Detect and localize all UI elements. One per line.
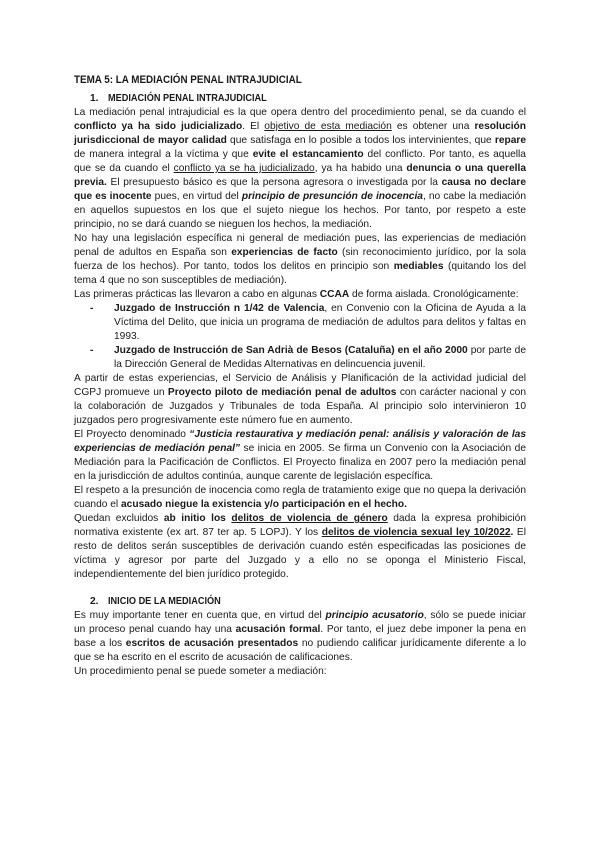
- text-run: El presupuesto básico es que la persona agresora o investigada por la: [106, 177, 442, 188]
- text-run: evite el estancamiento: [252, 149, 364, 160]
- text-run: pues, en virtud del: [151, 191, 242, 202]
- text-run: , ya ha habido una: [314, 163, 407, 174]
- text-run: delitos de violencia de género: [231, 513, 388, 524]
- text-run: (sin reconocimiento jurídico, por la sola fuerza de los hechos). Por tanto, todos los delitos en principio son: [74, 247, 527, 272]
- spacer: [74, 582, 526, 596]
- text-run: La mediación penal intrajudicial es la que opera dentro del procedimiento penal, se da cuando el: [74, 107, 526, 118]
- text-run: . Por tanto, el juez debe imponer la pena en base a los: [74, 624, 526, 649]
- text-run: A partir de estas experiencias, el Servicio de Análisis y Planificación de la actividad judicial del CGPJ promueve un: [74, 373, 526, 398]
- text-run: principio acusatorio: [325, 610, 424, 621]
- section-2-number: 2.: [90, 596, 99, 607]
- section-1-title: MEDIACIÓN PENAL INTRAJUDICIAL: [108, 93, 267, 104]
- text-run: objetivo de esta mediación: [264, 121, 392, 132]
- document-title: TEMA 5: LA MEDIACIÓN PENAL INTRAJUDICIAL: [74, 74, 302, 86]
- section-1-number: 1.: [90, 93, 99, 104]
- text-run: conflicto ya se ha judicializado: [173, 163, 315, 174]
- text-run: “Justicia restaurativa y mediación penal: análisis y valoración de las experiencias de mediación penal”: [74, 429, 526, 454]
- paragraph: [74, 288, 526, 302]
- text-run: Un procedimiento penal se puede someter a mediación:: [74, 666, 327, 677]
- text-run: causa no declare que es inocente: [74, 177, 526, 202]
- text-run: No hay una legislación específica ni general de mediación pues, las experiencias de mediación penal de adultos en España son: [74, 233, 526, 258]
- text-run: , sólo se puede iniciar un proceso penal cuando hay una: [74, 610, 526, 635]
- list-item-text: [114, 303, 526, 342]
- text-run: denuncia o una querella previa.: [74, 163, 527, 188]
- text-run: de manera integral a la víctima y que: [74, 149, 253, 160]
- text-run: principio de presunción de inocencia: [241, 191, 423, 202]
- chronology-list: [74, 302, 526, 372]
- text-run: Proyecto piloto de mediación penal de adultos: [167, 387, 397, 398]
- list-item: [90, 344, 526, 372]
- text-run: Quedan excluidos: [74, 513, 164, 524]
- list-item: [90, 302, 526, 344]
- paragraph: [74, 232, 526, 288]
- paragraph: [74, 512, 526, 582]
- text-run: es obtener una: [391, 121, 475, 132]
- text-run: El resto de delitos serán susceptibles de derivación cuando estén especificadas las posiciones de víctima y agresor por parte del Juzgado y a ello no se oponga el Ministerio Fiscal, independientemente del bien jurídico protegido.: [74, 527, 526, 580]
- document-content: [74, 74, 526, 679]
- text-run: delitos de violencia sexual ley 10/2022: [321, 527, 511, 538]
- text-run: por parte de la Dirección General de Medidas Alternativas en delincuencia juvenil.: [114, 345, 526, 370]
- text-run: no pudiendo calificar jurídicamente diferente a lo que se ha escrito en el escrito de acusación de calificaciones.: [74, 638, 526, 663]
- text-run: Juzgado de Instrucción de San Adrià de Besos (Cataluña) en el año 2000: [114, 345, 468, 356]
- dash-bullet: -: [90, 303, 94, 314]
- text-run: mediables: [393, 261, 444, 272]
- text-run: de forma aislada. Cronológicamente:: [349, 289, 519, 300]
- text-run: , no cabe la mediación en aquellos supuestos en los que el sujeto niegue los hechos. Por tanto, por respeto a este principio, no se dará cuando se nieguen los hechos, la mediación.: [74, 191, 526, 230]
- paragraph: [74, 665, 526, 679]
- text-run: dada la expresa prohibición normativa existente (ex art. 87 ter ap. 5 LOPJ). Y los: [74, 513, 526, 538]
- section-1-heading: [74, 93, 526, 104]
- text-run: . El: [242, 121, 265, 132]
- text-run: El Proyecto denominado: [74, 429, 190, 440]
- text-run: .: [510, 527, 514, 538]
- text-run: acusación formal: [235, 624, 321, 635]
- text-run: acusado niegue la existencia y/o participación en el hecho.: [121, 499, 407, 510]
- paragraph: [74, 106, 526, 232]
- text-run: escritos de acusación presentados: [125, 638, 299, 649]
- dash-bullet: -: [90, 345, 94, 356]
- paragraph: [74, 609, 526, 665]
- text-run: conflicto ya ha sido judicializado: [74, 121, 243, 132]
- list-item-text: [114, 345, 526, 370]
- text-run: repare: [494, 135, 527, 146]
- text-run: , en Convenio con la Oficina de Ayuda a la Víctima del Delito, que inicia un programa de mediación de adultos para delitos y faltas en 1993.: [114, 303, 526, 342]
- section-2-title: INICIO DE LA MEDIACIÓN: [108, 596, 221, 607]
- paragraph: [74, 484, 526, 512]
- text-run: experiencias de facto: [231, 247, 338, 258]
- text-run: Las primeras prácticas las llevaron a cabo en algunas: [74, 289, 320, 300]
- paragraph: [74, 372, 526, 428]
- text-run: CCAA: [319, 289, 350, 300]
- text-run: del conflicto. Por tanto, es aquella que se da cuando el: [74, 149, 526, 174]
- text-run: Es muy importante tener en cuenta que, en virtud del: [74, 610, 326, 621]
- paragraph: [74, 428, 526, 484]
- text-run: se inicia en 2005. Se firma un Convenio con la Asociación de Mediación para la Pacificación de Conflictos. El Proyecto finaliza en 2007 pero la mediación penal en la jurisdicción de adultos continúa, aunque carente de legislación específica.: [74, 443, 526, 482]
- text-run: ab initio los: [163, 513, 232, 524]
- section-2-heading: [74, 596, 526, 607]
- text-run: (quitando los del tema 4 que no son susceptibles de mediación).: [74, 261, 527, 286]
- text-run: resolución jurisdiccional de mayor calidad: [74, 121, 526, 146]
- text-run: con carácter nacional y con la colaboración de Juzgados y Tribunales de toda España. Al principio solo intervinieron 10 juzgados pero progresivamente este número fue en aumento.: [74, 387, 526, 426]
- text-run: El respeto a la presunción de inocencia como regla de tratamiento exige que no quepa la derivación cuando el: [74, 485, 526, 510]
- text-run: Juzgado de Instrucción n 1/42 de Valencia: [114, 303, 325, 314]
- text-run: que satisfaga en lo posible a todos los intervinientes, que: [226, 135, 495, 146]
